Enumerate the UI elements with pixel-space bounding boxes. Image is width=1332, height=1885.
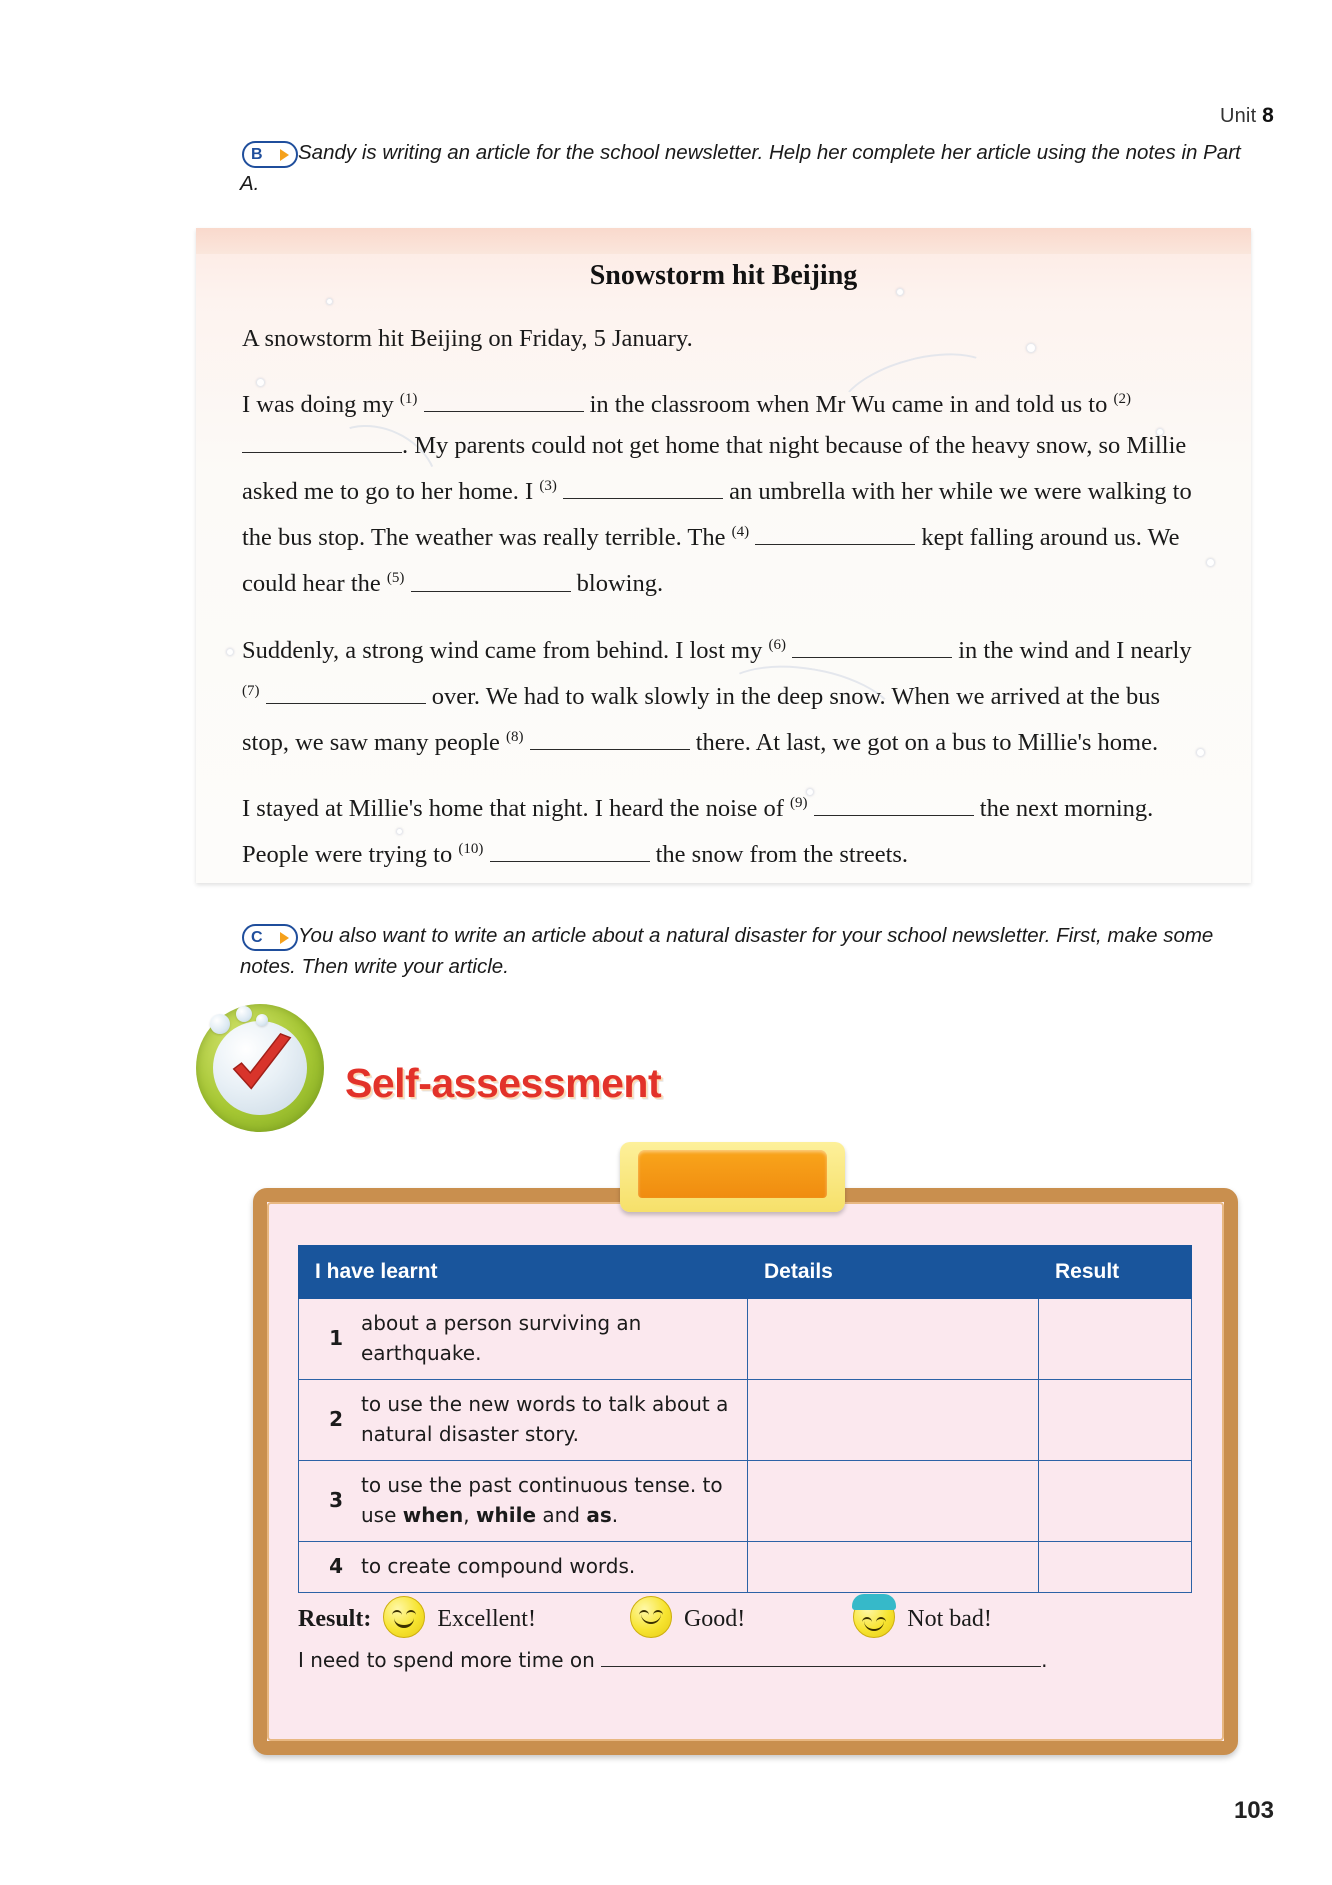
article-paragraph: I stayed at Millie's home that night. I heard the noise of $^{(9)}$ the next morning. People were trying to $^{(10)}$ the snow from the streets. xyxy=(242,795,1154,869)
smiley-excellent-icon[interactable] xyxy=(383,1596,425,1638)
answer-blank[interactable] xyxy=(424,411,584,412)
table-row xyxy=(299,1461,1192,1542)
section-b-instruction xyxy=(240,137,1250,199)
section-c-instruction xyxy=(240,920,1250,982)
row-details-cell[interactable] xyxy=(748,1461,1039,1542)
article-top-strip xyxy=(196,228,1251,254)
article-body xyxy=(242,318,1207,883)
table-row xyxy=(299,1299,1192,1380)
result-option-excellent: Excellent! xyxy=(437,1606,536,1632)
self-assessment-heading: Self-assessment xyxy=(345,1060,662,1106)
smiley-good-icon[interactable] xyxy=(630,1596,672,1638)
row-statement: to create compound words. xyxy=(347,1542,748,1593)
section-b-instruction-text: Sandy is writing an article for the school newsletter. Help her complete her article using the notes in Part A. xyxy=(240,141,1241,195)
snowflake-icon xyxy=(326,298,333,305)
blank-number: (8) xyxy=(506,728,524,745)
row-statement: to use the new words to talk about a natural disaster story. xyxy=(347,1380,748,1461)
blank-number: (6) xyxy=(768,636,786,653)
answer-blank[interactable] xyxy=(490,861,650,862)
row-number: 1 xyxy=(299,1299,348,1380)
snowflake-icon xyxy=(1206,558,1215,567)
blank-number: (4) xyxy=(731,524,750,541)
column-header-result: Result xyxy=(1039,1246,1192,1299)
table-header-row xyxy=(299,1246,1192,1299)
article-paragraph: A snowstorm hit Beijing on Friday, 5 January. xyxy=(242,325,693,352)
unit-label: Unit xyxy=(1219,105,1257,127)
column-header-details: Details xyxy=(748,1246,1039,1299)
unit-number: 8 xyxy=(1262,104,1274,127)
row-result-cell[interactable] xyxy=(1039,1542,1192,1593)
row-statement: about a person surviving an earthquake. xyxy=(347,1299,748,1380)
need-more-time-input[interactable] xyxy=(601,1666,1041,1667)
answer-blank[interactable] xyxy=(814,815,974,816)
article-paragraph: Suddenly, a strong wind came from behind. I lost my $^{(6)}$ in the wind and I nearly $^{(7)}$ over. We had to walk slowly in the deep snow. When we arrived at the bus stop, we saw many people $^{(8)}$ there. At last, we got on a bus to Millie's home. xyxy=(242,636,1192,757)
row-statement: to use the past continuous tense. to use when, while and as. xyxy=(347,1461,748,1542)
row-number: 3 xyxy=(299,1461,348,1542)
row-result-cell[interactable] xyxy=(1039,1380,1192,1461)
result-row xyxy=(298,1596,1192,1638)
article-card xyxy=(196,228,1251,883)
row-details-cell[interactable] xyxy=(748,1542,1039,1593)
clip-decoration xyxy=(620,1142,845,1212)
article-title: Snowstorm hit Beijing xyxy=(589,260,858,291)
result-option-notbad: Not bad! xyxy=(907,1606,992,1632)
unit-header xyxy=(1220,104,1274,128)
result-option-good: Good! xyxy=(683,1606,746,1632)
answer-blank[interactable] xyxy=(242,452,402,453)
blank-number: (10) xyxy=(458,841,484,858)
need-more-time-line xyxy=(298,1648,1192,1672)
blank-number: (3) xyxy=(539,478,557,495)
smiley-notbad-icon[interactable] xyxy=(853,1596,895,1638)
self-assessment-table xyxy=(298,1245,1192,1593)
section-tag-c-letter: C xyxy=(251,928,263,946)
need-more-time-label: I need to spend more time on xyxy=(298,1648,595,1672)
page-number: 103 xyxy=(1233,1797,1274,1824)
answer-blank[interactable] xyxy=(563,498,723,499)
result-label: Result: xyxy=(298,1606,372,1632)
answer-blank[interactable] xyxy=(530,749,690,750)
snowflake-icon xyxy=(226,648,234,656)
row-result-cell[interactable] xyxy=(1039,1299,1192,1380)
blank-number: (5) xyxy=(386,570,405,587)
need-more-time-period: . xyxy=(1041,1648,1048,1672)
answer-blank[interactable] xyxy=(266,703,426,704)
table-row xyxy=(299,1380,1192,1461)
blank-number: (1) xyxy=(399,391,418,407)
row-number: 4 xyxy=(299,1542,348,1593)
blank-number: (2) xyxy=(1113,391,1131,407)
answer-blank[interactable] xyxy=(411,591,571,592)
article-paragraph: I was doing my $^{(1)}$ in the classroom when Mr Wu came in and told us to $^{(2)}$ . My parents could not get home that night because of the heavy snow, so Millie asked me to go to her home. I $^{(3)}$ an umbrella with her while we were walking to the bus stop. The weather was really terrible. The $^{(4)}$ kept falling around us. We could hear the $^{(5)}$ blowing. xyxy=(242,391,1192,598)
blank-number: (9) xyxy=(790,795,808,812)
row-number: 2 xyxy=(299,1380,348,1461)
section-c-instruction-text: You also want to write an article about a natural disaster for your school newsletter. First, make some notes. Then write your article. xyxy=(240,924,1214,978)
section-tag-b-letter: B xyxy=(251,145,263,163)
answer-blank[interactable] xyxy=(792,657,952,658)
blank-number: (7) xyxy=(242,682,260,699)
row-result-cell[interactable] xyxy=(1039,1461,1192,1542)
check-badge-icon xyxy=(196,1004,324,1132)
column-header-learnt: I have learnt xyxy=(299,1246,748,1299)
row-details-cell[interactable] xyxy=(748,1299,1039,1380)
row-details-cell[interactable] xyxy=(748,1380,1039,1461)
check-mark-icon xyxy=(222,1028,300,1106)
answer-blank[interactable] xyxy=(755,544,915,545)
table-row xyxy=(299,1542,1192,1593)
